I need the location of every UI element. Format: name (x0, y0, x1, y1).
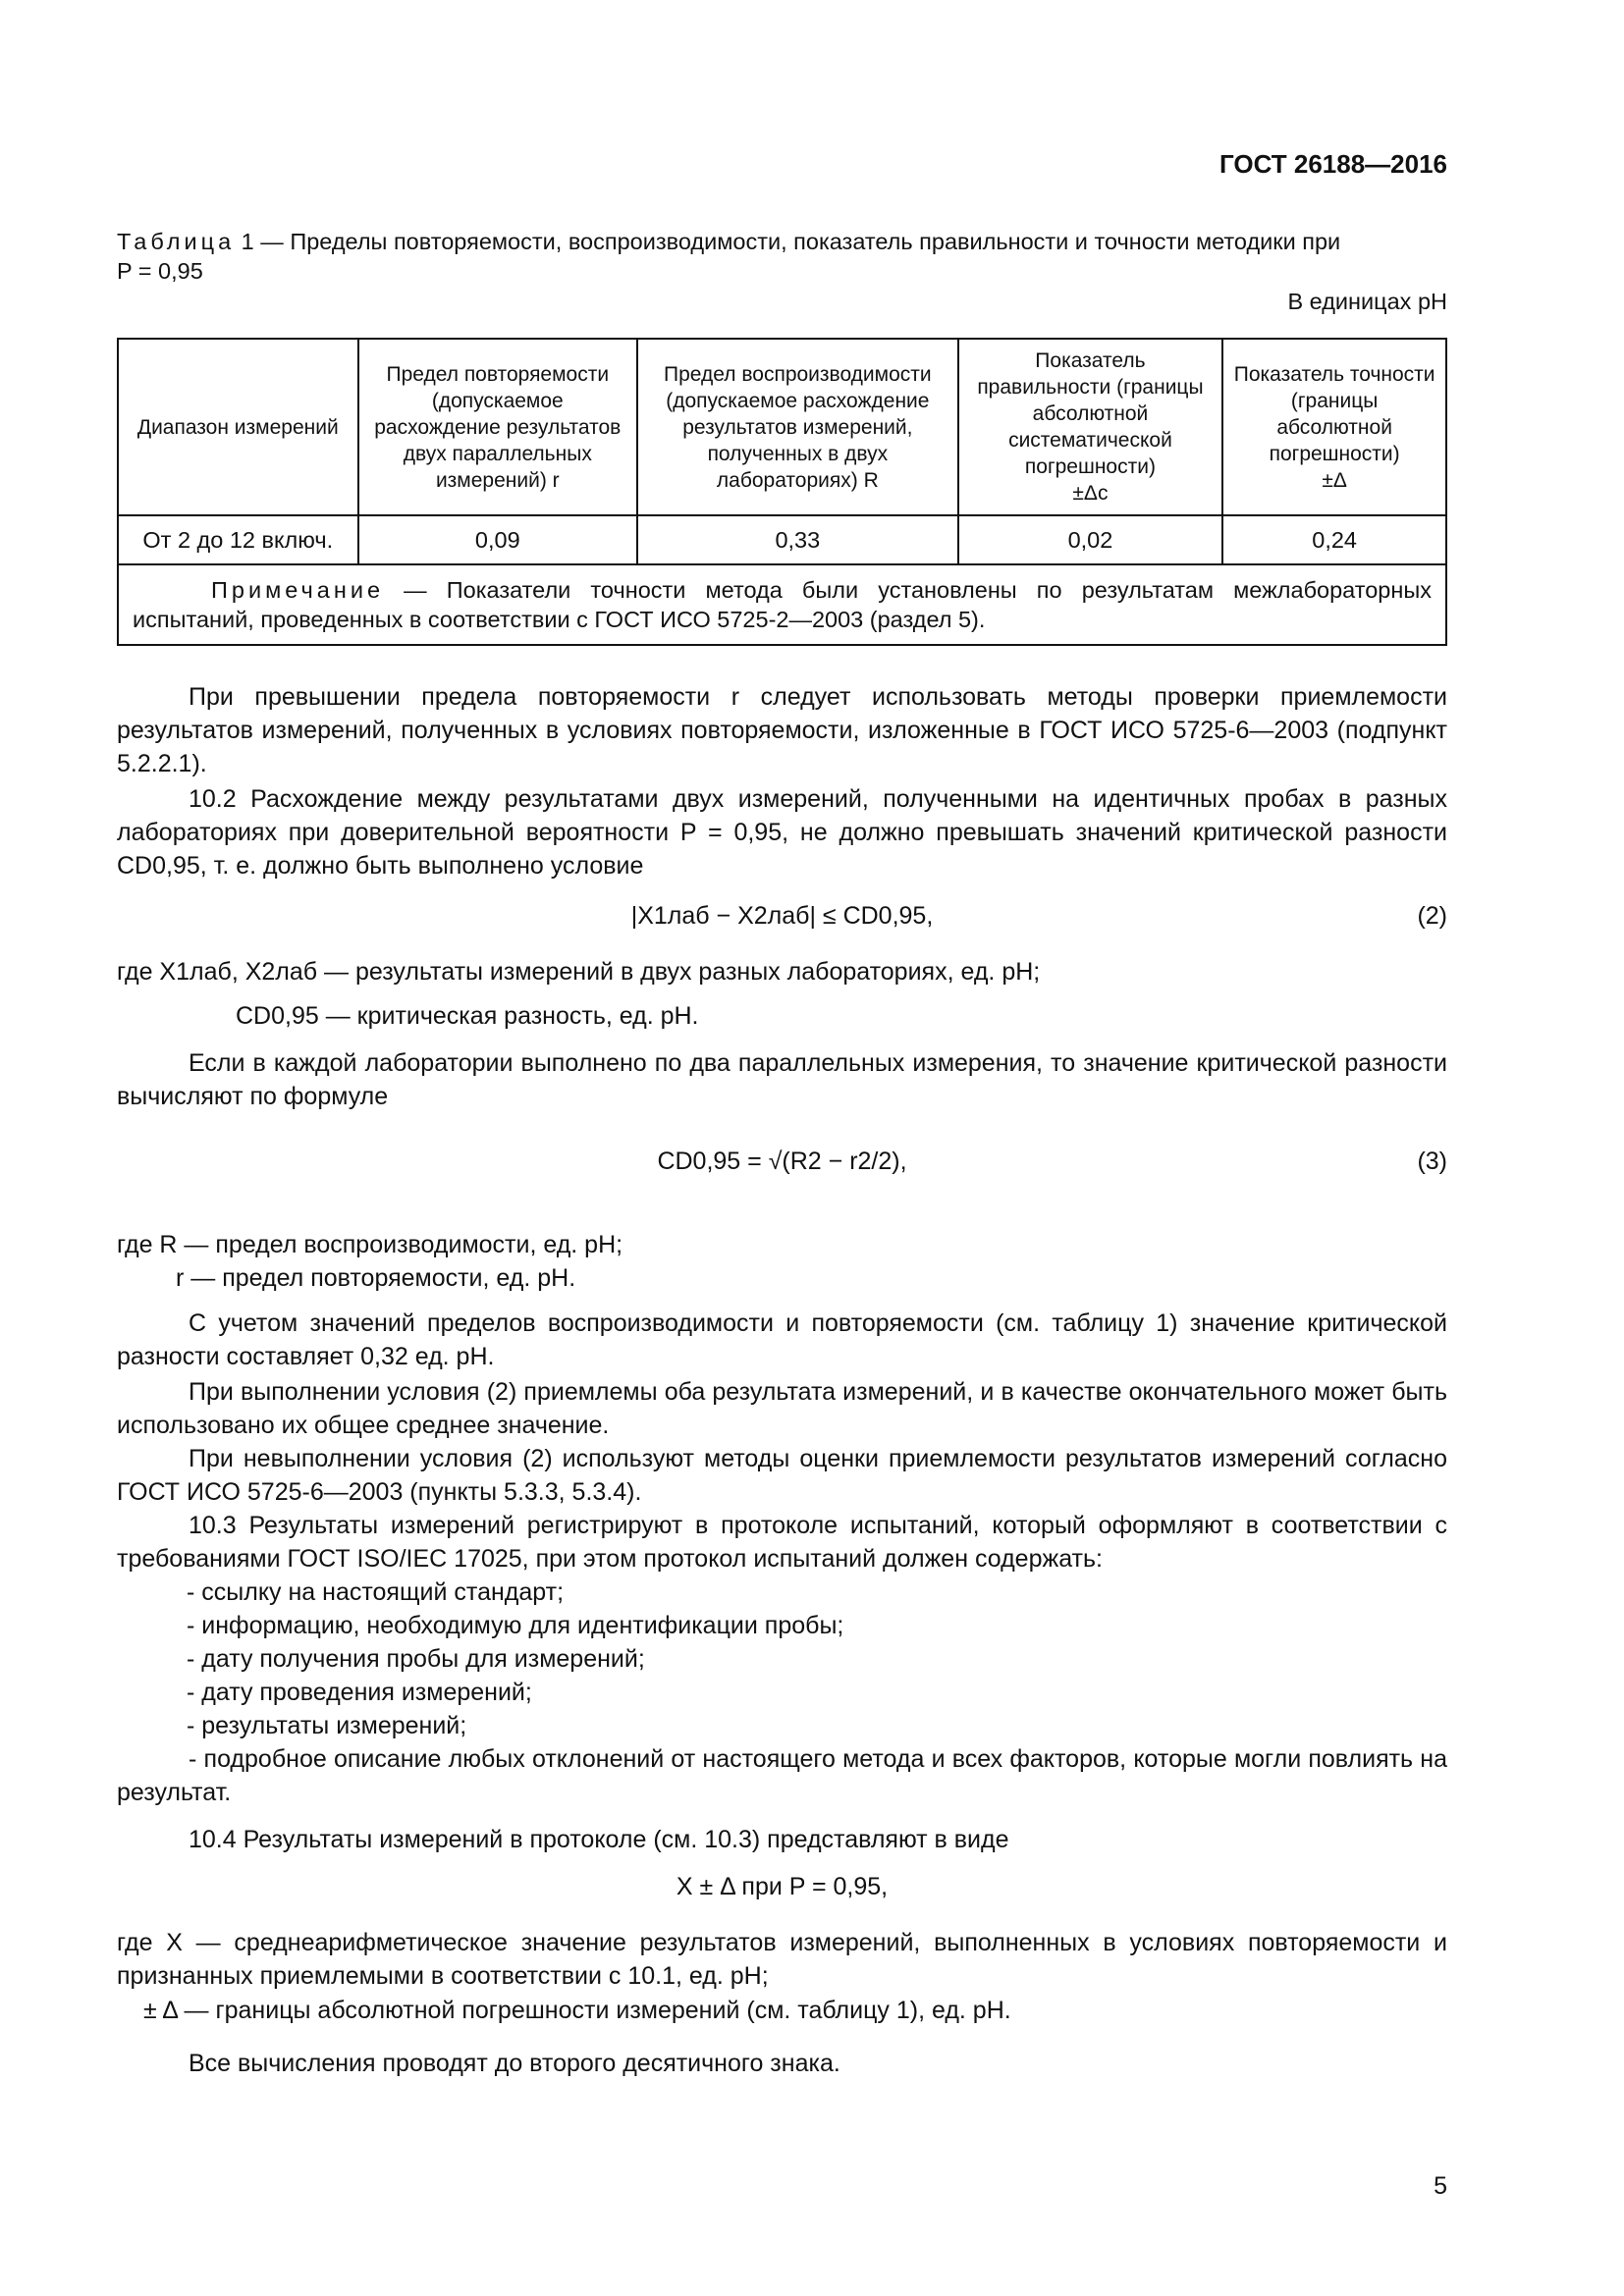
precision-table (117, 338, 1447, 646)
trueness-symbol: ±Δc (1072, 482, 1109, 505)
list-item-last: - подробное описание любых отклонений от настоящего метода и всех факторов, которые могли повлиять на результат. (117, 1745, 1447, 1806)
header-repeatability: Предел повторяемости (допускаемое расхождение результатов двух параллельных измерений) r (358, 339, 638, 515)
note-word: Примечание (211, 577, 385, 603)
table-note-row (118, 564, 1446, 645)
list-item: - информацию, необходимую для идентификации пробы; (187, 1612, 844, 1639)
list-item: - дату проведения измерений; (187, 1679, 532, 1706)
equation-3: CD0,95 = √(R2 − r2/2), (657, 1148, 907, 1175)
accuracy-symbol: ±Δ (1322, 468, 1347, 492)
header-accuracy: Показатель точности (границы абсолютной погрешности) ±Δ (1222, 339, 1446, 515)
paragraph-10-2: 10.2 Расхождение между результатами двух измерений, полученными на идентичных пробах в разных лабораториях при доверительной вероятности P = 0,95, не должно превышать значений критической разности CD0,95, т. е. должно быть выполнено условие (117, 785, 1447, 880)
list-item: - ссылку на настоящий стандарт; (187, 1578, 565, 1606)
page-number: 5 (1434, 2172, 1447, 2200)
paragraph-two-measurements: Если в каждой лаборатории выполнено по два параллельных измерения, то значение критической разности вычисляют по формуле (117, 1049, 1447, 1110)
table-note (118, 564, 1446, 645)
where-mean: где X — среднеарифметическое значение результатов измерений, выполненных в условиях повторяемости и признанных приемлемыми в соответствии с 10.1, ед. pH; (117, 1929, 1447, 1990)
equation-2: |X1лаб − X2лаб| ≤ CD0,95, (630, 902, 934, 930)
where-cd: CD0,95 — критическая разность, ед. pH. (236, 1002, 699, 1030)
where-delta: ± Δ — границы абсолютной погрешности измерений (см. таблицу 1), ед. pH. (143, 1997, 1011, 2024)
paragraph-condition-not-met: При невыполнении условия (2) используют методы оценки приемлемости результатов измерений согласно ГОСТ ИСО 5725-6—2003 (пункты 5.3.3, 5.3.4). (117, 1445, 1447, 1506)
table-caption-word: Таблица (117, 229, 236, 254)
cell-repeatability: 0,09 (358, 515, 638, 564)
header-reproducibility: Предел воспроизводимости (допускаемое расхождение результатов измерений, полученных в двух лабораториях) R (637, 339, 958, 515)
cell-trueness: 0,02 (958, 515, 1223, 564)
cell-accuracy: 0,24 (1222, 515, 1446, 564)
where-R: где R — предел воспроизводимости, ед. pH; (117, 1231, 623, 1258)
standard-code: ГОСТ 26188—2016 (1219, 149, 1447, 179)
table-caption-text: 1 — Пределы повторяемости, воспроизводимости, показатель правильности и точности методики при (235, 229, 1341, 254)
paragraph-critical-difference: С учетом значений пределов воспроизводимости и повторяемости (см. таблицу 1) значение критической разности составляет 0,32 ед. pH. (117, 1309, 1447, 1370)
cell-reproducibility: 0,33 (637, 515, 958, 564)
equation-3-number: (3) (1417, 1148, 1447, 1175)
list-item: - результаты измерений; (187, 1712, 467, 1739)
paragraph-10-4: 10.4 Результаты измерений в протоколе (см. 10.3) представляют в виде (189, 1826, 1009, 1853)
paragraph-10-3: 10.3 Результаты измерений регистрируют в протоколе испытаний, который оформляют в соответствии с требованиями ГОСТ ISO/IEC 17025, при этом протокол испытаний должен содержать: (117, 1512, 1447, 1573)
header-range: Диапазон измерений (118, 339, 358, 515)
where-r: r — предел повторяемости, ед. pH. (176, 1264, 576, 1292)
equation-result: X ± Δ при P = 0,95, (676, 1873, 889, 1900)
protocol-list (187, 1575, 843, 1742)
table-row (118, 515, 1446, 564)
where-labs: где X1лаб, X2лаб — результаты измерений в двух разных лабораториях, ед. pH; (117, 958, 1041, 986)
paragraph-condition-met: При выполнении условия (2) приемлемы оба результата измерений, и в качестве окончательного может быть использовано их общее среднее значение. (117, 1378, 1447, 1439)
note-text: — Показатели точности метода были установлены по результатам межлабораторных испытаний, проведенных в соответствии с ГОСТ ИСО 5725-2—2003 (раздел 5). (133, 577, 1432, 632)
list-item: - дату получения пробы для измерений; (187, 1645, 645, 1673)
paragraph-rounding: Все вычисления проводят до второго десятичного знака. (189, 2050, 840, 2077)
table-caption (117, 227, 1447, 286)
paragraph-repeatability-exceeded: При превышении предела повторяемости r следует использовать методы проверки приемлемости результатов измерений, полученных в условиях повторяемости, изложенные в ГОСТ ИСО 5725-6—2003 (подпункт 5.2.2.1). (117, 683, 1447, 777)
equation-2-number: (2) (1417, 902, 1447, 930)
cell-range: От 2 до 12 включ. (118, 515, 358, 564)
table-header-row (118, 339, 1446, 515)
table-caption-line2: P = 0,95 (117, 258, 203, 284)
header-trueness: Показатель правильности (границы абсолютной систематической погрешности) ±Δc (958, 339, 1223, 515)
table-units: В единицах pH (1287, 289, 1447, 314)
